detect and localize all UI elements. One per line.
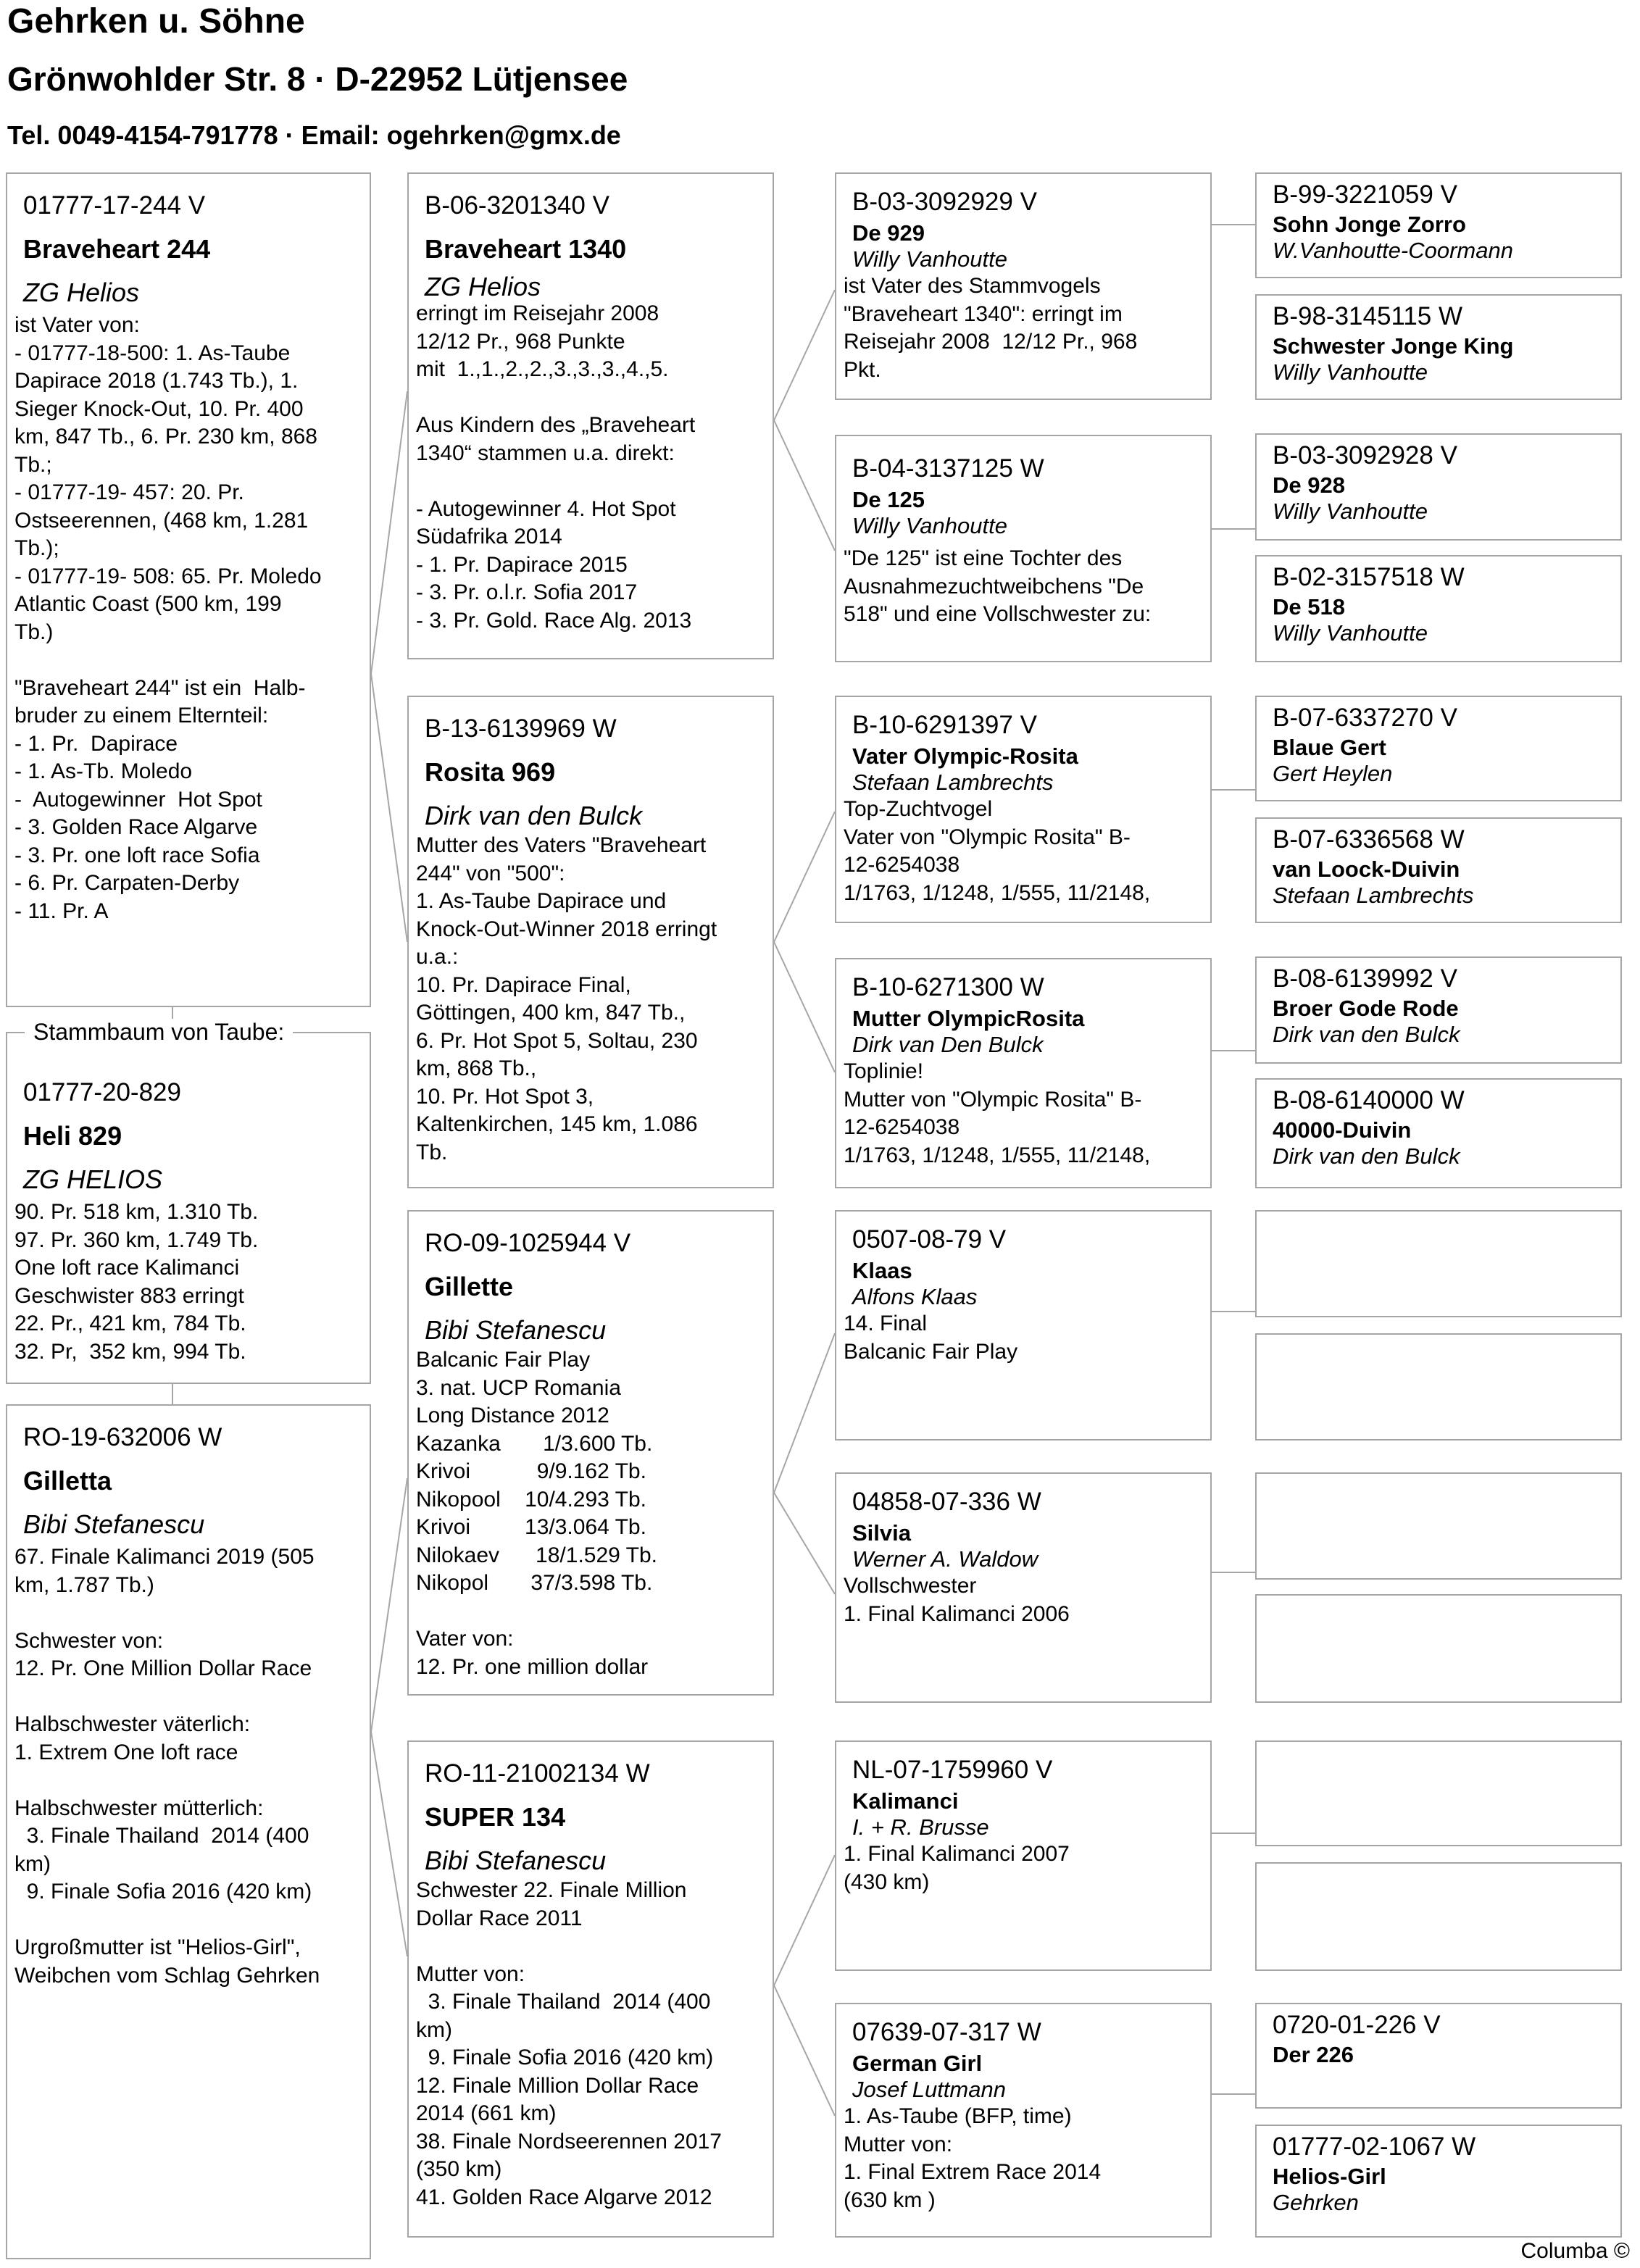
pigeon-owner: Gehrken — [1273, 2190, 1359, 2215]
ring-number: 04858-07-336 W — [852, 1488, 1041, 1516]
pigeon-notes: Balcanic Fair Play 3. nat. UCP Romania Long Distance 2012 Kazanka 1/3.600 Tb. Krivoi 9/9.162 Tb. Nikopool 10/4.293 Tb. Krivoi 13/3.064 Tb. Nilokaev 18/1.529 Tb. Nikopol 37/3.598 Tb. Vater von: 12. Pr. one million dollar — [416, 1348, 657, 1679]
pigeon-name: Blaue Gert — [1273, 735, 1386, 760]
pigeon-owner: Bibi Stefanescu — [425, 1315, 607, 1345]
pigeon-owner: ZG Helios — [425, 272, 541, 301]
ring-number: NL-07-1759960 V — [852, 1756, 1053, 1784]
great-grandparent-card — [835, 1210, 1212, 1441]
pigeon-name: Rosita 969 — [425, 757, 556, 787]
pigeon-notes: 1. Final Kalimanci 2007 (430 km) — [844, 1842, 1070, 1894]
pigeon-owner: Alfons Klaas — [852, 1284, 978, 1309]
ring-number: RO-19-632006 W — [23, 1423, 222, 1451]
grandparent-card — [407, 1210, 774, 1696]
great-grandparent-card — [835, 172, 1212, 400]
pigeon-notes: Mutter des Vaters "Braveheart 244" von "500": 1. As-Taube Dapirace und Knock-Out-Winner 2018 erringt u.a.: 10. Pr. Dapirace Final, Göttingen, 400 km, 847 Tb., 6. Pr. Hot Spot 5, Soltau, 230 km, 868 Tb., 10. Pr. Hot Spot 3, Kaltenkirchen, 145 km, 1.086 Tb. — [416, 833, 717, 1164]
grandparent-card — [407, 696, 774, 1188]
pigeon-name: Gilletta — [23, 1466, 112, 1496]
great-great-grandparent-card — [1255, 956, 1622, 1064]
dam-card — [6, 1404, 371, 2259]
pigeon-name: van Loock-Duivin — [1273, 856, 1460, 882]
pigeon-name: Klaas — [852, 1258, 912, 1283]
great-great-grandparent-card — [1255, 696, 1622, 801]
pigeon-notes: 1. As-Taube (BFP, time) Mutter von: 1. Final Extrem Race 2014 (630 km ) — [844, 2104, 1102, 2212]
pigeon-name: De 518 — [1273, 594, 1345, 620]
pigeon-notes: 67. Finale Kalimanci 2019 (505 km, 1.787 Tb.) Schwester von: 12. Pr. One Million Dollar Race Halbschwester väterlich: 1. Extrem One loft race Halbschwester mütterlich: 3. Finale Thailand 2014 (400 km) 9. Finale Sofia 2016 (420 km) Urgroßmutter ist "Helios-Girl", Weibchen vom Schlag Gehrken — [14, 1545, 320, 1988]
ring-number: B-04-3137125 W — [852, 454, 1044, 483]
ring-number: 01777-20-829 — [23, 1078, 181, 1106]
pigeon-owner: ZG Helios — [23, 278, 140, 307]
pigeon-owner: Willy Vanhoutte — [1273, 499, 1428, 524]
pigeon-owner: ZG HELIOS — [23, 1164, 163, 1194]
pigeon-owner: Dirk van den Bulck — [425, 801, 643, 830]
subject-card — [6, 1032, 371, 1384]
great-grandparent-card — [835, 1472, 1212, 1703]
grandparent-card — [407, 172, 774, 659]
pigeon-owner: Willy Vanhoutte — [1273, 359, 1428, 385]
pigeon-owner: Willy Vanhoutte — [1273, 620, 1428, 646]
pigeon-owner: Dirk van den Bulck — [1273, 1143, 1460, 1169]
ring-number: B-10-6271300 W — [852, 973, 1044, 1001]
copyright-notice: Columba © — [1520, 2239, 1630, 2263]
great-great-grandparent-card — [1255, 1472, 1622, 1580]
pigeon-name: Der 226 — [1273, 2042, 1354, 2067]
grandparent-card — [407, 1740, 774, 2238]
ring-number: RO-09-1025944 V — [425, 1229, 631, 1257]
ring-number: B-03-3092929 V — [852, 188, 1037, 216]
pigeon-notes: Top-Zuchtvogel Vater von "Olympic Rosita" B- 12-6254038 1/1763, 1/1248, 1/555, 11/2148, — [844, 797, 1151, 905]
great-great-grandparent-card — [1255, 1210, 1622, 1317]
ring-number: 0507-08-79 V — [852, 1225, 1007, 1254]
pigeon-name: De 125 — [852, 487, 925, 512]
great-grandparent-card — [835, 958, 1212, 1188]
pigeon-name: De 929 — [852, 220, 925, 246]
pigeon-notes: "De 125" ist eine Tochter des Ausnahmezuchtweibchens "De 518" und eine Vollschwester zu: — [844, 546, 1152, 626]
ring-number: B-07-6336568 W — [1273, 825, 1465, 854]
pigeon-name: Braveheart 244 — [23, 234, 211, 264]
pigeon-notes: erringt im Reisejahr 2008 12/12 Pr., 968 Punkte mit 1.,1.,2.,2.,3.,3.,3.,4.,5. Aus Kindern des „Braveheart 1340“ stammen u.a. direkt: - Autogewinner 4. Hot Spot Südafrika 2014 - 1. Pr. Dapirace 2015 - 3. Pr. o.l.r. Sofia 2017 - 3. Pr. Gold. Race Alg. 2013 — [416, 301, 696, 633]
breeder-name: Gehrken u. Söhne — [7, 2, 305, 41]
great-great-grandparent-card — [1255, 1862, 1622, 1971]
sire-card — [6, 172, 371, 1007]
great-great-grandparent-card — [1255, 2003, 1622, 2109]
pigeon-notes: ist Vater von: - 01777-18-500: 1. As-Taube Dapirace 2018 (1.743 Tb.), 1. Sieger Knock-Out, 10. Pr. 400 km, 847 Tb., 6. Pr. 230 km, 868 Tb.; - 01777-19- 457: 20. Pr. Ostseerennen, (468 km, 1.281 Tb.); - 01777-19- 508: 65. Pr. Moledo Atlantic Coast (500 km, 199 Tb.) "Braveheart 244" ist ein Halb- bruder zu einem Elternteil: - 1. Pr. Dapirace - 1. As-Tb. Moledo - Autogewinner Hot Spot - 3. Golden Race Algarve - 3. Pr. one loft race Sofia - 6. Pr. Carpaten-Derby - 11. Pr. A — [14, 313, 322, 923]
pigeon-notes: Vollschwester 1. Final Kalimanci 2006 — [844, 1574, 1070, 1626]
great-great-grandparent-card — [1255, 1594, 1622, 1703]
pigeon-owner: W.Vanhoutte-Coormann — [1273, 238, 1513, 263]
pigeon-notes: ist Vater des Stammvogels "Braveheart 1340": erringt im Reisejahr 2008 12/12 Pr., 968 Pkt. — [844, 274, 1138, 382]
pigeon-name: Vater Olympic-Rosita — [852, 743, 1078, 769]
pedigree-legend: Stammbaum von Taube: — [25, 1019, 293, 1046]
ring-number: B-99-3221059 V — [1273, 180, 1457, 209]
pigeon-owner: Willy Vanhoutte — [852, 513, 1007, 538]
great-grandparent-card — [835, 1740, 1212, 1971]
ring-number: RO-11-21002134 W — [425, 1759, 650, 1788]
great-great-grandparent-card — [1255, 555, 1622, 662]
pigeon-name: SUPER 134 — [425, 1802, 566, 1832]
pigeon-owner: Werner A. Waldow — [852, 1546, 1038, 1572]
great-great-grandparent-card — [1255, 1740, 1622, 1846]
ring-number: B-08-6140000 W — [1273, 1086, 1465, 1114]
great-great-grandparent-card — [1255, 433, 1622, 541]
pigeon-notes: Schwester 22. Finale Million Dollar Race 2011 Mutter von: 3. Finale Thailand 2014 (400 km) 9. Finale Sofia 2016 (420 km) 12. Finale Million Dollar Race 2014 (661 km) 38. Finale Nordseerennen 2017 (350 km) 41. Golden Race Algarve 2012 — [416, 1878, 722, 2209]
pigeon-name: 40000-Duivin — [1273, 1117, 1412, 1143]
pigeon-name: Broer Gode Rode — [1273, 996, 1459, 1021]
ring-number: 07639-07-317 W — [852, 2018, 1041, 2046]
great-great-grandparent-card — [1255, 817, 1622, 923]
great-grandparent-card — [835, 2003, 1212, 2238]
pigeon-name: Mutter OlympicRosita — [852, 1006, 1085, 1031]
breeder-contact: Tel. 0049-4154-791778 · Email: ogehrken@gmx.de — [7, 120, 621, 150]
pigeon-name: Kalimanci — [852, 1788, 959, 1814]
ring-number: B-13-6139969 W — [425, 714, 617, 743]
pigeon-owner: I. + R. Brusse — [852, 1814, 989, 1840]
pigeon-owner: Josef Luttmann — [852, 2077, 1006, 2102]
pigeon-notes: Toplinie! Mutter von "Olympic Rosita" B- 12-6254038 1/1763, 1/1248, 1/555, 11/2148, — [844, 1059, 1151, 1167]
ring-number: 01777-02-1067 W — [1273, 2132, 1476, 2161]
pigeon-owner: Willy Vanhoutte — [852, 246, 1007, 272]
pigeon-notes: 90. Pr. 518 km, 1.310 Tb. 97. Pr. 360 km, 1.749 Tb. One loft race Kalimanci Geschwister 883 erringt 22. Pr., 421 km, 784 Tb. 32. Pr, 352 km, 994 Tb. — [14, 1200, 259, 1364]
pigeon-name: De 928 — [1273, 472, 1345, 498]
pigeon-owner: Stefaan Lambrechts — [1273, 883, 1474, 908]
pigeon-owner: Dirk van Den Bulck — [852, 1032, 1044, 1057]
ring-number: B-98-3145115 W — [1273, 302, 1463, 330]
ring-number: B-03-3092928 V — [1273, 441, 1457, 470]
pigeon-name: Sohn Jonge Zorro — [1273, 212, 1466, 237]
ring-number: B-02-3157518 W — [1273, 563, 1465, 591]
ring-number: B-07-6337270 V — [1273, 704, 1457, 732]
pigeon-notes: 14. Final Balcanic Fair Play — [844, 1312, 1018, 1364]
ring-number: B-10-6291397 V — [852, 711, 1037, 739]
great-grandparent-card — [835, 696, 1212, 923]
pigeon-owner: Bibi Stefanescu — [425, 1846, 607, 1875]
pigeon-name: Heli 829 — [23, 1121, 122, 1151]
pigeon-owner: Dirk van den Bulck — [1273, 1022, 1460, 1047]
great-great-grandparent-card — [1255, 172, 1622, 278]
pigeon-name: Silvia — [852, 1520, 911, 1546]
ring-number: 0720-01-226 V — [1273, 2011, 1441, 2039]
breeder-address: Grönwohlder Str. 8 · D-22952 Lütjensee — [7, 60, 628, 98]
pigeon-name: Braveheart 1340 — [425, 234, 627, 264]
pigeon-owner: Stefaan Lambrechts — [852, 770, 1054, 795]
ring-number: 01777-17-244 V — [23, 191, 206, 220]
pigeon-name: Helios-Girl — [1273, 2164, 1386, 2189]
great-grandparent-card — [835, 435, 1212, 662]
great-great-grandparent-card — [1255, 1078, 1622, 1188]
great-great-grandparent-card — [1255, 294, 1622, 400]
great-great-grandparent-card — [1255, 1333, 1622, 1441]
pigeon-name: Schwester Jonge King — [1273, 333, 1514, 359]
pigeon-name: German Girl — [852, 2051, 983, 2076]
pigeon-owner: Bibi Stefanescu — [23, 1509, 205, 1539]
ring-number: B-06-3201340 V — [425, 191, 609, 220]
ring-number: B-08-6139992 V — [1273, 964, 1457, 993]
great-great-grandparent-card — [1255, 2125, 1622, 2238]
pigeon-name: Gillette — [425, 1272, 514, 1301]
pigeon-owner: Gert Heylen — [1273, 761, 1393, 786]
